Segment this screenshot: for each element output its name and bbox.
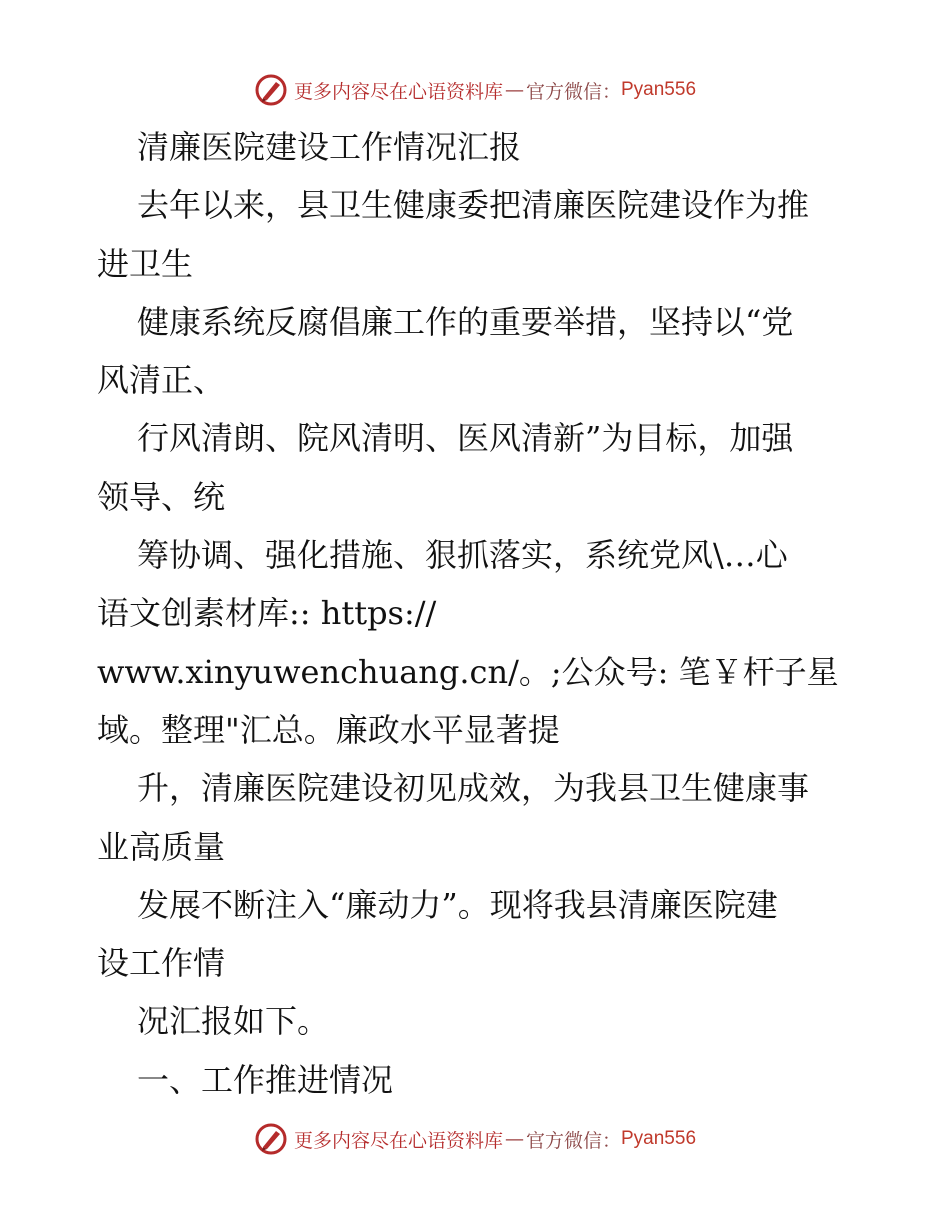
paragraph-line: 业高质量: [97, 827, 226, 866]
banner-wechat-handle: Pyan556: [621, 1128, 697, 1149]
paragraph-line: 域。整理"汇总。廉政水平显著提: [97, 710, 560, 749]
paragraph-line: 风清正、: [97, 361, 226, 400]
paragraph-line: 筹协调、强化措施、狠抓落实，系统党风\…心: [137, 536, 788, 575]
document-title: 清廉医院建设工作情况汇报: [137, 128, 522, 166]
section-heading: 一、工作推进情况: [137, 1060, 394, 1099]
banner-wechat-label: 官方微信：: [525, 1129, 621, 1152]
document-body: [97, 118, 867, 1109]
banner-text: 更多内容尽在心语资料库: [293, 80, 503, 103]
footer-banner[interactable]: [0, 1119, 950, 1159]
banner-dash: —: [504, 1128, 524, 1150]
banner-wechat-handle: Pyan556: [621, 79, 697, 100]
banner-text: 更多内容尽在心语资料库: [293, 1129, 503, 1152]
paragraph-line: 行风清朗、院风清明、医风清新”为目标，加强: [137, 419, 794, 458]
banner-wechat-label: 官方微信：: [525, 80, 621, 103]
pen-circle-logo-icon: [254, 1122, 288, 1156]
paragraph-line: 领导、统: [97, 477, 226, 516]
paragraph-line: 进卫生: [97, 244, 194, 283]
paragraph-line: www.xinyuwenchuang.cn/。;公众号: 笔￥杆子星: [97, 652, 839, 691]
paragraph-line: 设工作情: [97, 944, 226, 983]
paragraph-line: 健康系统反腐倡廉工作的重要举措，坚持以“党: [137, 302, 794, 341]
paragraph-line: 去年以来，县卫生健康委把清廉医院建设作为推: [137, 186, 810, 225]
banner-dash: —: [504, 79, 524, 101]
header-banner[interactable]: [0, 70, 950, 110]
paragraph-line: 况汇报如下。: [137, 1002, 330, 1041]
pen-circle-logo-icon: [254, 73, 288, 107]
paragraph-line: 升，清廉医院建设初见成效，为我县卫生健康事: [137, 769, 810, 808]
paragraph-line: 语文创素材库:: https://: [97, 594, 437, 633]
paragraph-line: 发展不断注入“廉动力”。现将我县清廉医院建: [137, 885, 778, 924]
